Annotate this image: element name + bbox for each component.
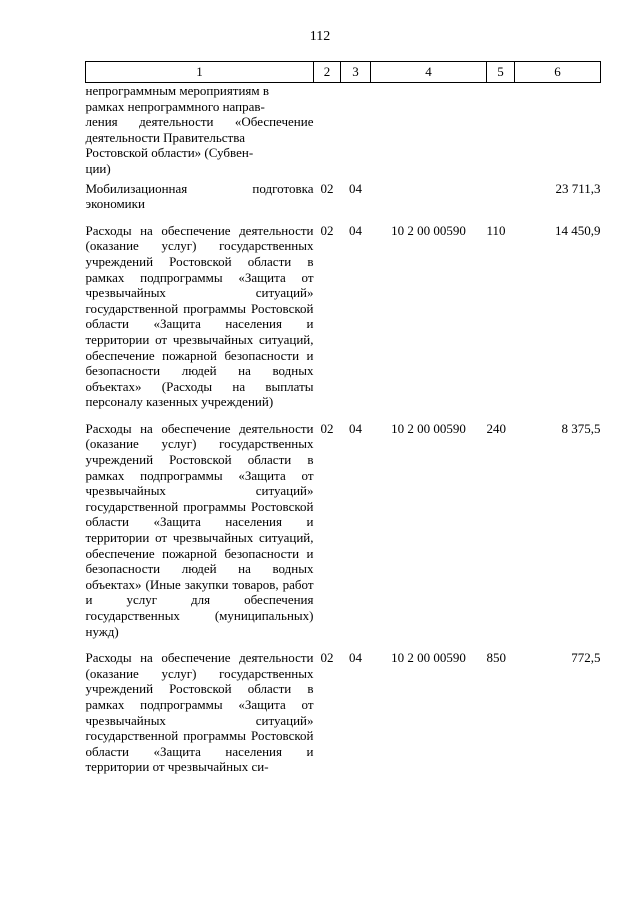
expense-type-code: 240 xyxy=(486,420,506,436)
description-line: Расходы на обеспечение деятельности (оказание услуг) государственных учреждений Ростовской области в рамках подпрограммы «Защита от чрезвычайных ситуаций» государственной программы Ростовской области «Защита населения и территории от чрезвычайных ситуаций, обеспечение пожарной безопасности и безопасности людей на водных объектах» (Расходы на выплаты персоналу казенных учреждений) xyxy=(85,222,314,410)
description-line: Расходы на обеспечение деятельности (оказание услуг) государственных учреждений Ростовской области в рамках подпрограммы «Защита от чрезвычайных ситуаций» государственной программы Ростовской области «Защита населения и территории от чрезвычайных ситуаций, обеспечение пожарной безопасности и безопасности людей на водных объектах» (Иные закупки товаров, работ и услуг для обеспечения государственных (муниципальных) нужд) xyxy=(85,420,314,639)
table-header-row xyxy=(86,62,601,83)
expense-type-code: 110 xyxy=(486,222,506,238)
subsection-code: 04 xyxy=(349,420,362,436)
description-line: Расходы на обеспечение деятельности (оказание услуг) государственных учреждений Ростовской области в рамках подпрограммы «Защита от чрезвычайных ситуаций» государственной программы Ростовской области «Защита населения и территории от чрезвычайных си- xyxy=(85,650,314,775)
section-code: 02 xyxy=(320,420,334,436)
row-description xyxy=(86,83,314,177)
description-line: непрограммным мероприятиям в xyxy=(85,83,270,98)
section-code: 02 xyxy=(320,650,334,666)
subsection-code xyxy=(341,83,371,177)
subsection-code: 04 xyxy=(349,650,362,666)
expense-type-code xyxy=(487,83,515,177)
section-code: 02 xyxy=(320,222,334,238)
description-line: ления деятельности «Обеспечение деятельности Правительства xyxy=(85,114,314,145)
target-article-code: 10 2 00 00590 xyxy=(391,420,466,436)
target-article-code: 10 2 00 00590 xyxy=(391,222,466,238)
table-row xyxy=(86,83,601,177)
column-header: 2 xyxy=(314,62,341,83)
description-line: Ростовской области» (Субвен- xyxy=(85,145,254,161)
expense-type-code xyxy=(487,177,515,219)
expense-type-code: 850 xyxy=(486,650,506,666)
section-code xyxy=(314,83,341,177)
table-row xyxy=(86,646,601,782)
budget-table xyxy=(85,61,601,782)
row-description xyxy=(86,177,314,219)
target-article-code: 10 2 00 00590 xyxy=(391,650,466,666)
target-article-code xyxy=(371,83,487,177)
column-header: 3 xyxy=(341,62,371,83)
amount xyxy=(515,83,601,177)
row-description xyxy=(86,646,314,782)
amount: 8 375,5 xyxy=(561,420,601,436)
subsection-code: 04 xyxy=(349,180,362,196)
table-row xyxy=(86,417,601,646)
column-header: 5 xyxy=(487,62,515,83)
page-number: 112 xyxy=(309,29,331,44)
description-line: Мобилизационная подготовка экономики xyxy=(85,180,314,212)
amount: 23 711,3 xyxy=(555,180,601,196)
subsection-code: 04 xyxy=(349,222,362,238)
column-header: 1 xyxy=(86,62,314,83)
row-description xyxy=(86,219,314,417)
column-header: 6 xyxy=(515,62,601,83)
section-code: 02 xyxy=(320,180,334,196)
description-line: рамках непрограммного направ- xyxy=(85,98,265,114)
row-description xyxy=(86,417,314,646)
amount: 772,5 xyxy=(571,650,601,666)
target-article-code xyxy=(371,177,487,219)
amount: 14 450,9 xyxy=(555,222,601,238)
table-row xyxy=(86,219,601,417)
column-header: 4 xyxy=(371,62,487,83)
table-row xyxy=(86,177,601,219)
description-line: ции) xyxy=(85,160,111,176)
